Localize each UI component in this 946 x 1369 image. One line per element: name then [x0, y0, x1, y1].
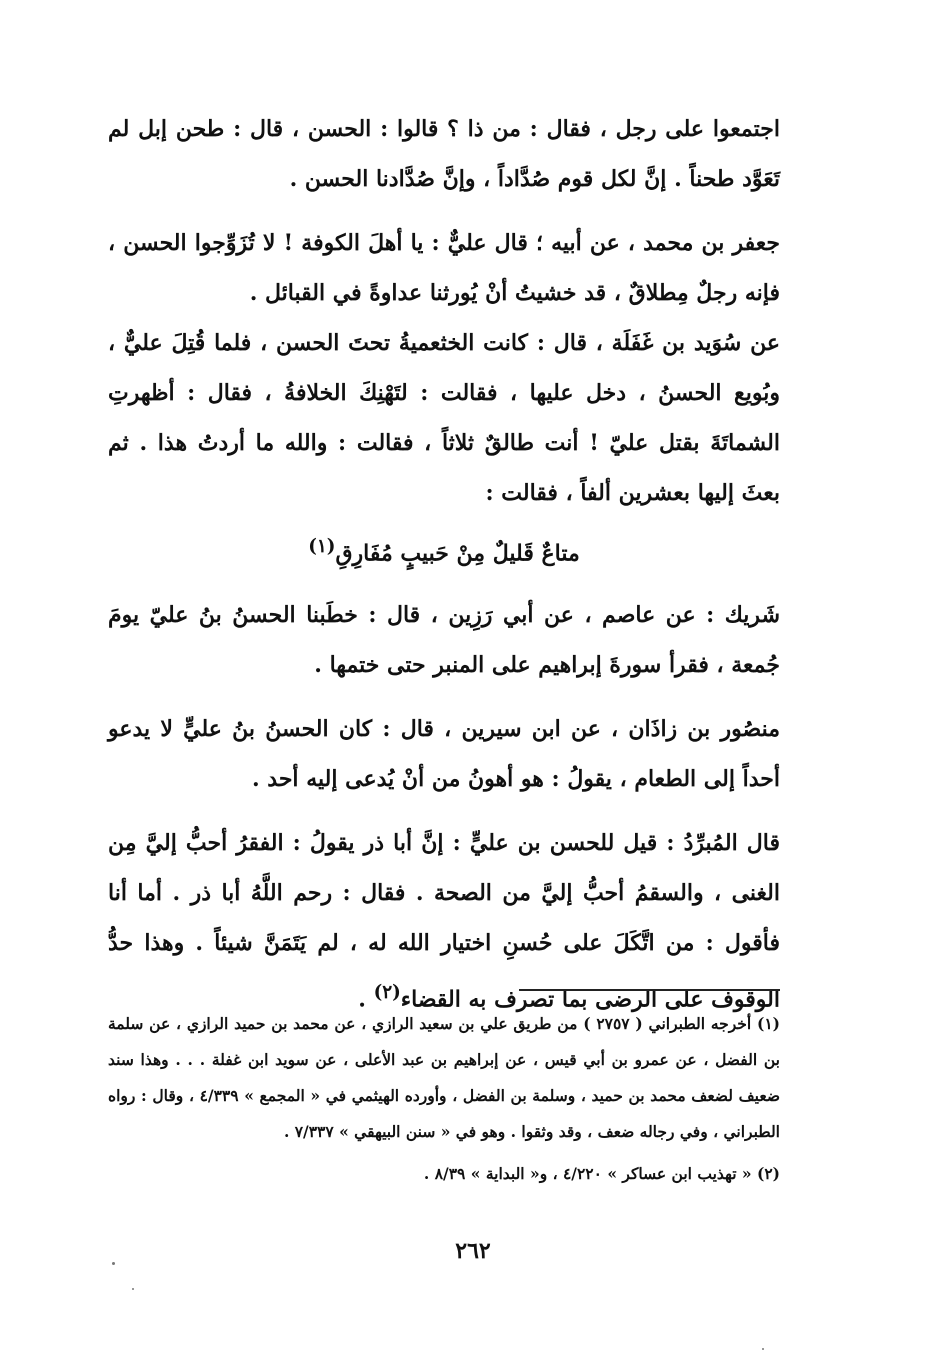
paragraph-text: قال المُبرِّدُ : قيل للحسن بن عليٍّ : إنَّ أبا ذر يقولُ : الفقرُ أحبُّ إليَّ مِن الغنى ، والسقمُ أحبُّ إليَّ من الصحة . فقال : رحم اللَّهُ أبا ذر . أما أنا فأقول : من اتَّكَلَ على حُسنِ اختيار الله له ، لم يَتَمَنَّ شيئاً . وهذا حدُّ الوقوف على الرضى بما تصرف به القضاء — [108, 830, 780, 1013]
footnote: (١) أخرجه الطبراني ( ٢٧٥٧ ) من طريق علي بن سعيد الرازي ، عن محمد بن حميد الرازي ، عن سلمة بن الفضل ، عن عمرو بن أبي قيس ، عن إبراهيم بن عبد الأعلى ، عن سويد ابن غفلة . . . وهذا سند ضعيف لضعف محمد بن حميد ، وسلمة بن الفضل ، وأورده الهيثمي في « المجمع » ٤/٣٣٩ ، وقال : رواه الطبراني ، وفي رجاله ضعف ، وقد وثقوا . وهو في « سنن البيهقي » ٧/٣٣٧ . — [108, 1014, 780, 1141]
scan-speck — [762, 1348, 764, 1350]
paragraph-end: . — [358, 986, 374, 1013]
footnote-separator — [519, 989, 780, 991]
footnote-ref: (٢) — [373, 982, 401, 1004]
footnote-ref: (١) — [308, 536, 336, 557]
paragraph: منصُور بن زاذَان ، عن ابن سيرين ، قال : كان الحسنُ بنُ عليٍّ لا يدعو أحداً إلى الطعام ، يقولُ : هو أهونُ من أنْ يُدعى إليه أحد . — [108, 716, 780, 793]
paragraph: اجتمعوا على رجل ، فقال : من ذا ؟ قالوا : الحسن ، قال : طحن إبل لم تَعَوَّد طحناً . إنَّ لكل قوم صُدَّاداً ، وإنَّ صُدَّادنا الحسن . — [108, 116, 780, 192]
main-text — [108, 104, 780, 1025]
paragraph — [108, 818, 780, 1024]
footnotes — [108, 1006, 780, 1192]
scan-speck — [112, 1262, 115, 1265]
verse-line — [108, 522, 780, 578]
paragraph: عن سُوَيد بن غَفَلَة ، قال : كانت الخثعميةُ تحتَ الحسن ، فلما قُتِلَ عليٌّ ، وبُويع الحسنُ ، دخل عليها ، فقالت : لتَهْنِكَ الخلافةُ ، فقال : أظهرتِ الشماتَةَ بقتل عليّ ! أنت طالقٌ ثلاثاً ، فقالت : والله ما أردتُ هذا . ثم بعثَ إليها بعشرين ألفاً ، فقالت : — [108, 330, 780, 506]
page-number: ٢٦٢ — [455, 1238, 491, 1264]
verse-text: متاعٌ قَليلٌ مِنْ حَبيبٍ مُفَارِقِ — [335, 540, 580, 567]
footnote: (٢) « تهذيب ابن عساكر » ٤/٢٢٠ ، و« البداية » ٨/٣٩ . — [423, 1164, 780, 1183]
paragraph: جعفر بن محمد ، عن أبيه ؛ قال عليٌّ : يا أهلَ الكوفة ! لا تُزَوِّجوا الحسن ، فإنه رجلٌ مِطلاقٌ ، قد خشيتُ أنْ يُورثنا عداوةً في القبائل . — [108, 230, 780, 306]
paragraph: شَريك : عن عاصم ، عن أبي رَزِين ، قال : خطَبنا الحسنُ بنُ عليّ يومَ جُمعة ، فقرأ سورةَ إبراهيم على المنبر حتى ختمها . — [108, 602, 780, 679]
scan-speck — [132, 1288, 134, 1290]
